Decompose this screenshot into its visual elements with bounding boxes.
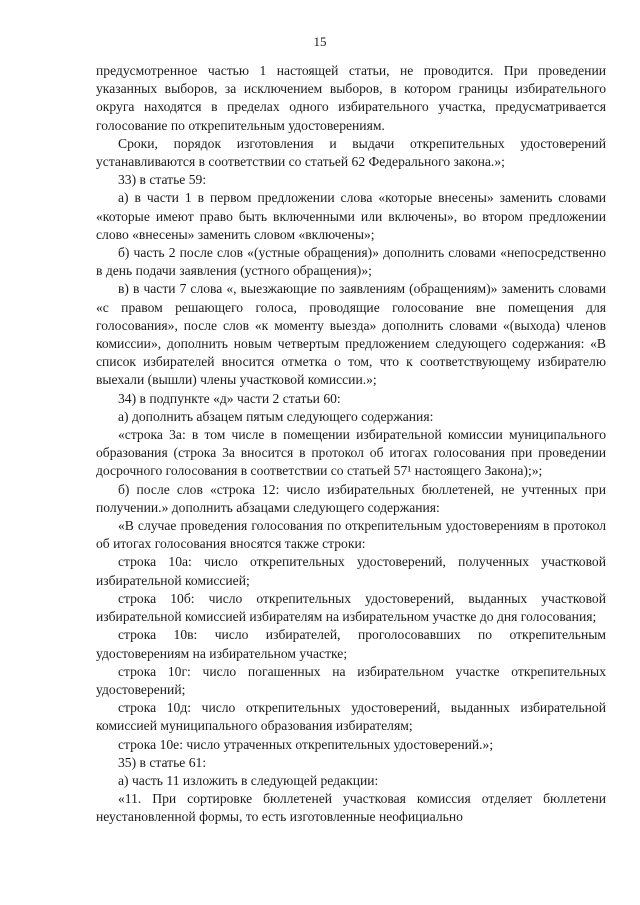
paragraph: строка 10г: число погашенных на избирательном участке открепительных удостоверений;	[96, 663, 606, 697]
paragraph: в) в части 7 слова «, выезжающие по заявлениям (обращениям)» заменить словами «с правом решающего голоса, проводящие голосование вне помещения для голосования», после слов «к моменту выезда» дополнить словами «(выхода) членов комиссии», дополнить новым четвертым предложением следующего содержания: «В список избирателей вносится отметка о том, что к соответствующему избирателю выехали (вышли) члены участковой комиссии.»;	[96, 281, 606, 388]
paragraph: строка 10в: число избирателей, проголосовавших по открепительным удостоверениям на избирательном участке;	[96, 627, 606, 661]
paragraph: строка 10е: число утраченных открепительных удостоверений.»;	[118, 736, 494, 752]
paragraph: строка 10а: число открепительных удостоверений, полученных участковой избирательной комиссией;	[96, 554, 606, 588]
paragraph: «строка 3а: в том числе в помещении избирательной комиссии муниципального образования (строка 3а вносится в протокол об итогах голосования при проведении досрочного голосования в соответствии со статьей 57¹ настоящего Закона);»;	[96, 427, 606, 479]
page-number: 15	[313, 34, 327, 49]
paragraph: а) в части 1 в первом предложении слова «которые внесены» заменить словами «которые имеют право быть включенными или включены», во втором предложении слово «внесены» заменить словом «включены»;	[96, 190, 606, 242]
paragraph: «В случае проведения голосования по открепительным удостоверениям в протокол об итогах голосования вносятся также строки:	[96, 518, 606, 552]
paragraph: 35) в статье 61:	[118, 754, 207, 770]
paragraph: 33) в статье 59:	[118, 172, 207, 188]
paragraph: б) после слов «строка 12: число избирательных бюллетеней, не учтенных при получении.» дополнить абзацами следующего содержания:	[96, 481, 606, 515]
paragraph: б) часть 2 после слов «(устные обращения)» дополнить словами «непосредственно в день подачи заявления (устного обращения)»;	[96, 245, 606, 279]
paragraph: предусмотренное частью 1 настоящей статьи, не проводится. При проведении указанных выборов, за исключением выборов, в котором границы избирательного округа находятся в пределах одного избирательного участка, предусматривается голосование по открепительным удостоверениям.	[96, 63, 606, 133]
paragraph: строка 10б: число открепительных удостоверений, выданных участковой избирательной комиссией избирателям на избирательном участке до дня голосования;	[96, 590, 606, 625]
paragraph: 34) в подпункте «д» части 2 статьи 60:	[118, 390, 341, 406]
paragraph: а) часть 11 изложить в следующей редакции:	[118, 772, 379, 788]
paragraph: Сроки, порядок изготовления и выдачи открепительных удостоверений устанавливаются в соответствии со статьей 62 Федерального закона.»;	[96, 135, 606, 170]
paragraph: «11. При сортировке бюллетеней участковая комиссия отделяет бюллетени неустановленной формы, то есть изготовленные неофициально	[96, 791, 606, 825]
paragraph: а) дополнить абзацем пятым следующего содержания:	[118, 408, 434, 424]
document-body	[96, 62, 606, 827]
paragraph: строка 10д: число открепительных удостоверений, выданных избирательной комиссией муниципального образования избирателям;	[96, 700, 606, 734]
